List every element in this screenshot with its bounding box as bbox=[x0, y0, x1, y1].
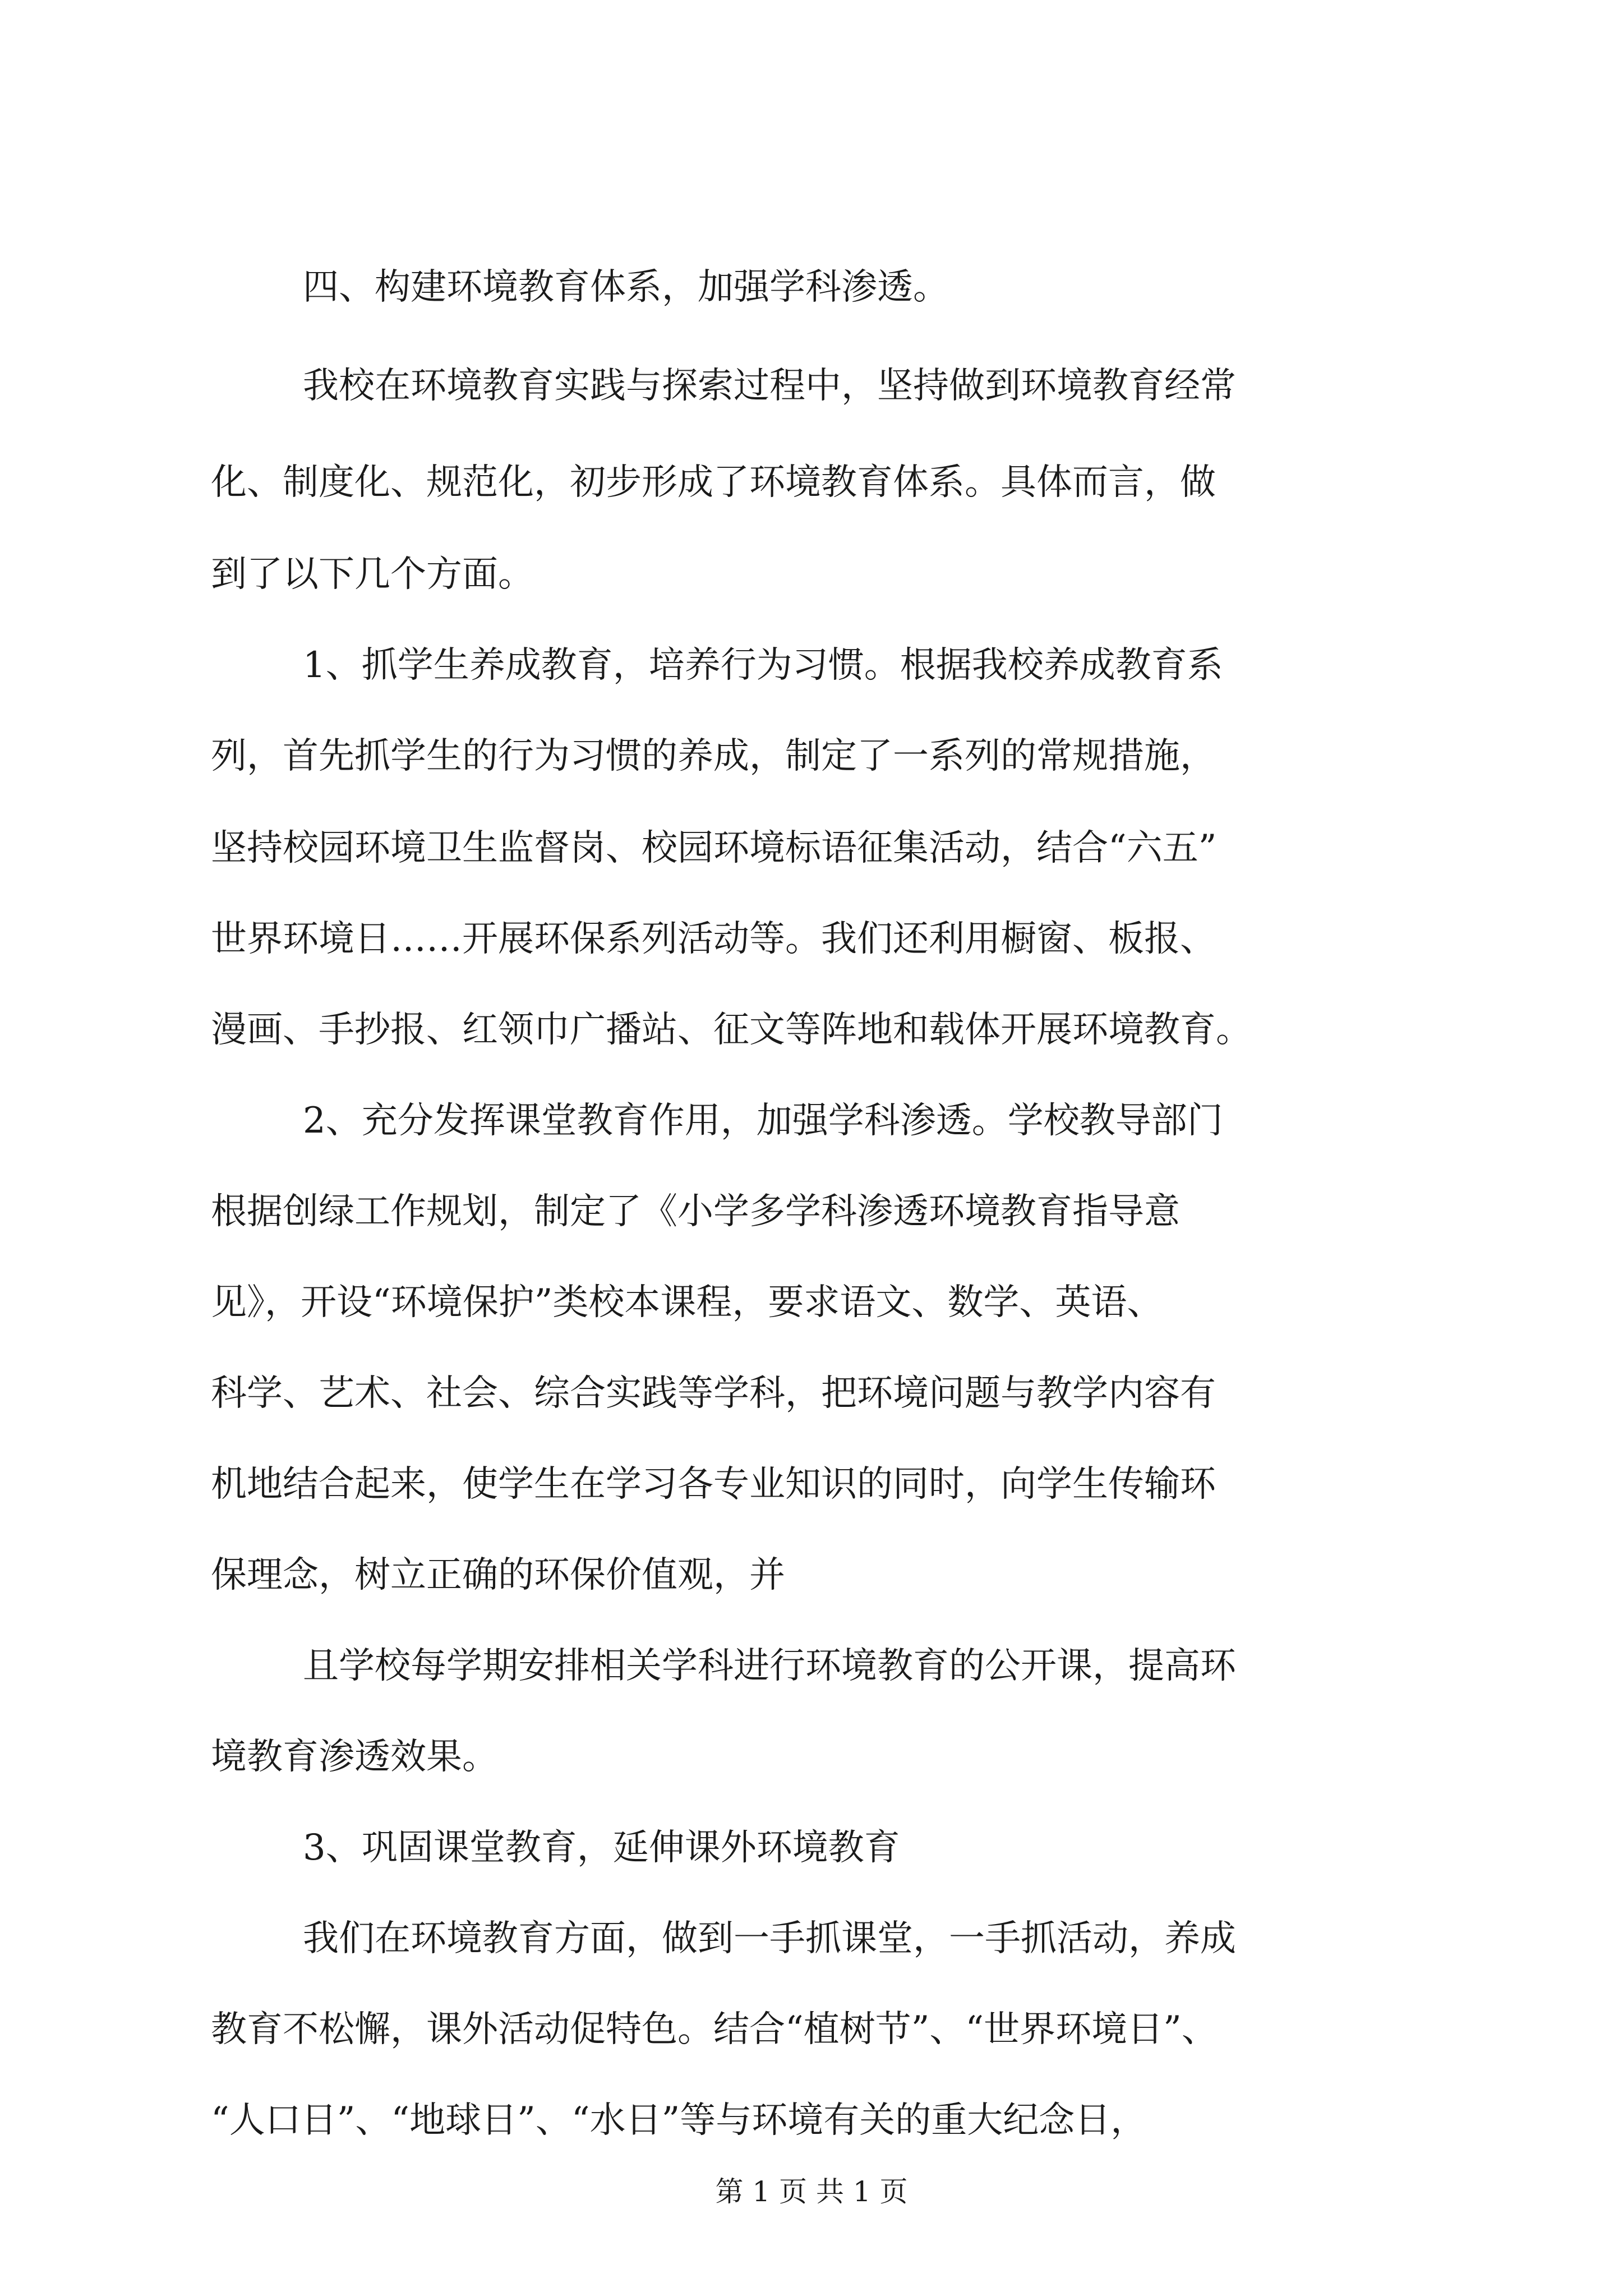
paragraph-line: 我校在环境教育实践与探索过程中，坚持做到环境教育经常 bbox=[303, 365, 1236, 407]
paragraph-line: 境教育渗透效果。 bbox=[211, 1736, 498, 1778]
paragraph-line: 保理念，树立正确的环保价值观，并 bbox=[211, 1554, 785, 1596]
paragraph-line: 坚持校园环境卫生监督岗、校园环境标语征集活动，结合“六五” bbox=[211, 827, 1217, 869]
paragraph-line: 机地结合起来，使学生在学习各专业知识的同时，向学生传输环 bbox=[211, 1464, 1216, 1505]
paragraph-line: 世界环境日……开展环保系列活动等。我们还利用橱窗、板报、 bbox=[211, 918, 1216, 960]
paragraph-line: 且学校每学期安排相关学科进行环境教育的公开课，提高环 bbox=[303, 1645, 1236, 1687]
paragraph-line: 根据创绿工作规划，制定了《小学多学科渗透环境教育指导意 bbox=[211, 1191, 1180, 1232]
paragraph-line: 2、充分发挥课堂教育作用，加强学科渗透。学校教导部门 bbox=[303, 1100, 1223, 1142]
section-heading: 四、构建环境教育体系，加强学科渗透。 bbox=[303, 266, 949, 308]
paragraph-line: 1、抓学生养成教育，培养行为习惯。根据我校养成教育系 bbox=[303, 645, 1223, 686]
paragraph-line: 漫画、手抄报、红领巾广播站、征文等阵地和载体开展环境教育。 bbox=[211, 1009, 1252, 1051]
paragraph-line: 化、制度化、规范化，初步形成了环境教育体系。具体而言，做 bbox=[211, 462, 1216, 503]
subsection-heading: 3、巩固课堂教育，延伸课外环境教育 bbox=[303, 1827, 900, 1869]
paragraph-line: “人口日”、“地球日”、“水日”等与环境有关的重大纪念日， bbox=[211, 2100, 1147, 2141]
paragraph-line: 科学、艺术、社会、综合实践等学科，把环境问题与教学内容有 bbox=[211, 1373, 1216, 1414]
paragraph-line: 我们在环境教育方面，做到一手抓课堂，一手抓活动，养成 bbox=[303, 1918, 1236, 1959]
paragraph-line: 列，首先抓学生的行为习惯的养成，制定了一系列的常规措施， bbox=[211, 735, 1216, 777]
page-number-footer: 第 1 页 共 1 页 bbox=[715, 2175, 908, 2208]
paragraph-line: 见》，开设“环境保护”类校本课程，要求语文、数学、英语、 bbox=[211, 1282, 1163, 1323]
paragraph-line: 教育不松懈，课外活动促特色。结合“植树节”、“世界环境日”、 bbox=[211, 2009, 1218, 2050]
paragraph-line: 到了以下几个方面。 bbox=[211, 554, 534, 595]
